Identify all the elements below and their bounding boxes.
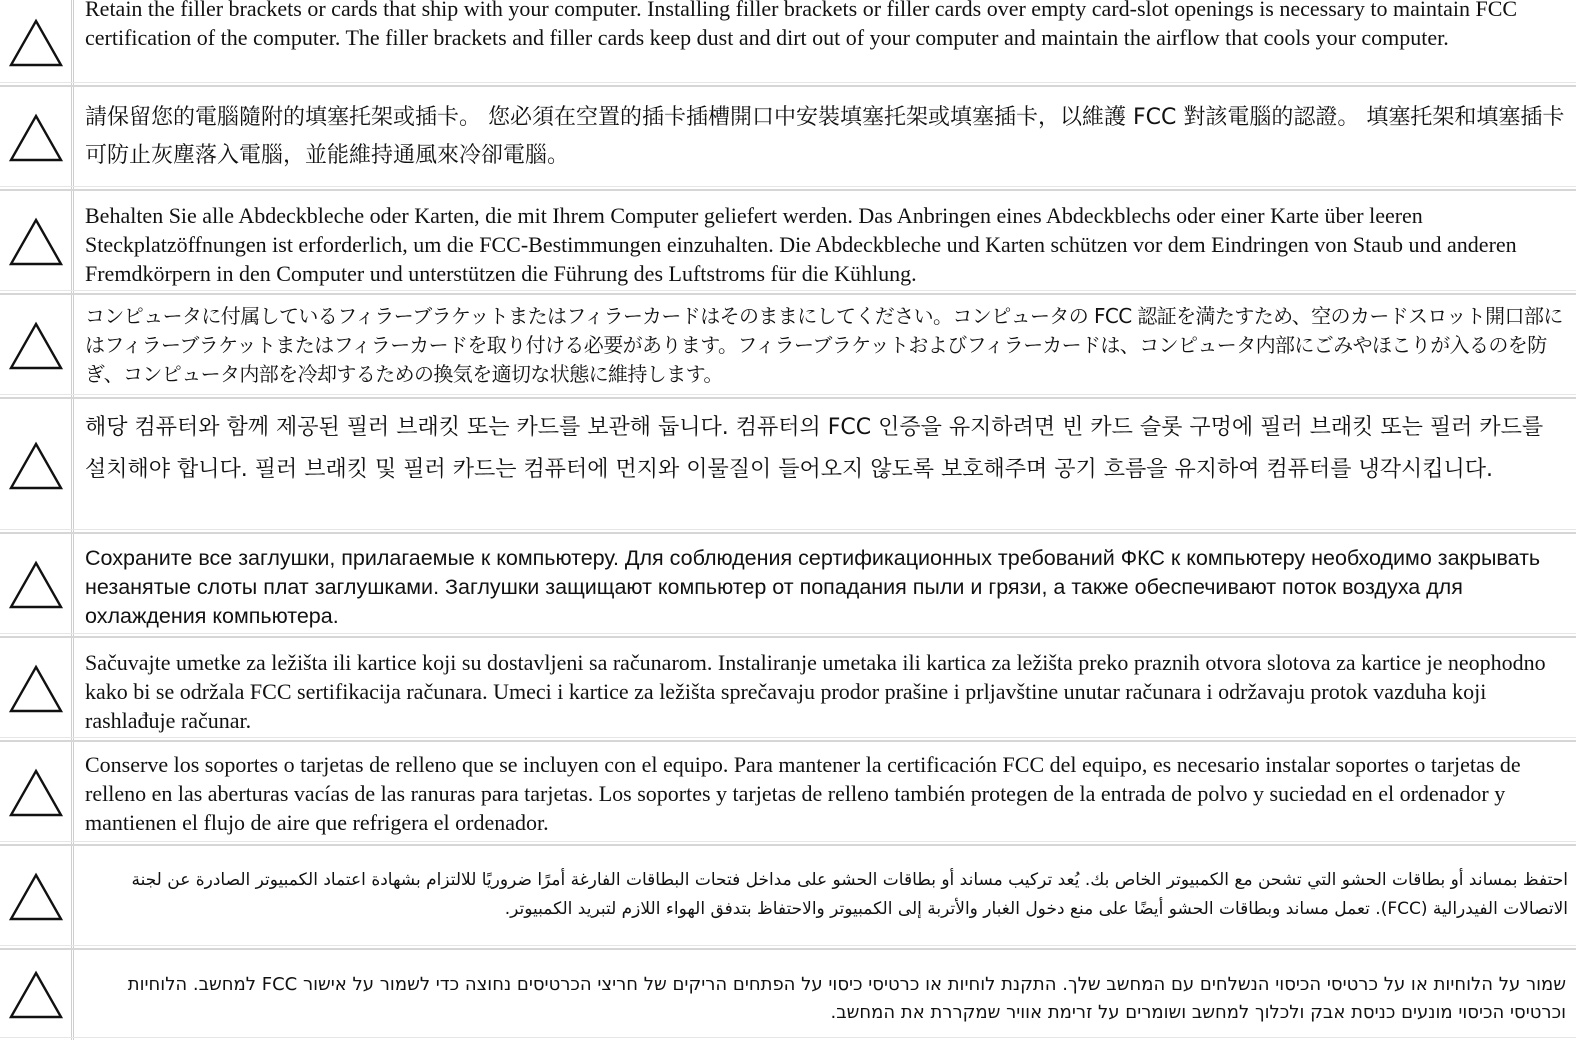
caution-text-ar: احتفظ بمساند أو بطاقات الحشو التي تشحن مع الكمبيوتر الخاص بك. يُعد تركيب مساند أو بطاقات الحشو على مداخل فتحات البطاقات الفارغة أمرًا ضروريًا للالتزام بشهادة اعتماد الكمبيوتر الصادرة عن لجنة الاتصالات الفيدرالية (FCC). تعمل مساند وبطاقات الحشو أيضًا على منع دخول الغبار والأتربة إلى الكمبيوتر والاحتفاظ بتدفق الهواء اللازم لتبريد الكمبيوتر. — [131, 870, 1568, 919]
caution-icon-cell — [0, 295, 74, 397]
caution-triangle-icon — [8, 970, 64, 1020]
caution-icon-cell — [0, 950, 74, 1040]
caution-text-en: Retain the filler brackets or cards that ship with your computer. Installing filler brackets or filler cards over empty card-slot openings is necessary to maintain FCC certification of the computer. The filler brackets and filler cards keep dust and dirt out of your computer and maintain the airflow that cools your computer. — [85, 0, 1518, 50]
caution-text-de: Behalten Sie alle Abdeckbleche oder Karten, die mit Ihrem Computer geliefert werden. Das Anbringen eines Abdeckblechs oder einer Karte über leeren Steckplatzöffnungen ist erforderlich, um die FCC-Bestimmungen einzuhalten. Die Abdeckbleche und Karten schützen vor dem Eindringen von Staub und anderen Fremdkörpern in den Computer und unterstützen die Führung des Luftstroms für die Kühlung. — [85, 203, 1517, 286]
caution-row-ru — [0, 534, 1576, 638]
caution-icon-cell — [0, 534, 74, 636]
caution-row-ja — [0, 295, 1576, 399]
caution-row-en — [0, 0, 1576, 87]
caution-triangle-icon — [8, 217, 64, 267]
caution-triangle-icon — [8, 321, 64, 371]
caution-text-ja: コンピュータに付属しているフィラーブラケットまたはフィラーカードはそのままにしてください。コンピュータの FCC 認証を満たすため、空のカードスロット開口部にはフィラーブラケットまたはフィラーカードを取り付ける必要があります。フィラーブラケットおよびフィラーカードは、コンピュータ内部にごみやほこりが入るのを防ぎ、コンピュータ内部を冷却するための換気を適切な状態に維持します。 — [85, 304, 1563, 386]
caution-icon-cell — [0, 87, 74, 189]
caution-triangle-icon — [8, 664, 64, 714]
caution-row-he — [0, 950, 1576, 1040]
caution-triangle-icon — [8, 18, 64, 68]
caution-triangle-icon — [8, 872, 64, 922]
caution-text-he: שמור על הלוחיות או על כרטיסי הכיסוי הנשלחים עם המחשב שלך. התקנת לוחיות או כרטיסי כיסוי על הפתחים הריקים של חריצי הכרטיסים נחוצה כדי לשמור על אישור FCC למחשב. הלוחיות וכרטיסי הכיסוי מונעים כניסת אבק ולכלוך למחשב ושומרים על זרימת אוויר שמקררת את המחשב. — [127, 974, 1566, 1023]
caution-text-es: Conserve los soportes o tarjetas de relleno que se incluyen con el equipo. Para mantener la certificación FCC del equipo, es necesario instalar soportes o tarjetas de relleno en las aberturas vacías de las ranuras para tarjetas. Los soportes y tarjetas de relleno también protegen de la entrada de polvo y suciedad en el ordenador y mantienen el flujo de aire que refrigera el ordenador. — [85, 752, 1521, 835]
caution-triangle-icon — [8, 560, 64, 610]
caution-triangle-icon — [8, 441, 64, 491]
caution-row-de — [0, 191, 1576, 295]
caution-row-sr — [0, 638, 1576, 742]
caution-row-ar — [0, 846, 1576, 950]
caution-text-ru: Сохраните все заглушки, прилагаемые к компьютеру. Для соблюдения сертификационных требований ФКС к компьютеру необходимо закрывать незанятые слоты плат заглушками. Заглушки защищают компьютер от попадания пыли и грязи, а также обеспечивают поток воздуха для охлаждения компьютера. — [85, 546, 1541, 628]
caution-icon-cell — [0, 742, 74, 844]
caution-triangle-icon — [8, 113, 64, 163]
caution-icon-cell — [0, 638, 74, 740]
caution-triangle-icon — [8, 768, 64, 818]
caution-row-es — [0, 742, 1576, 846]
caution-icon-cell — [0, 0, 74, 85]
caution-row-zh — [0, 87, 1576, 191]
caution-text-zh: 請保留您的電腦隨附的填塞托架或插卡。 您必須在空置的插卡插槽開口中安裝填塞托架或填塞插卡，以維護 FCC 對該電腦的認證。 填塞托架和填塞插卡可防止灰塵落入電腦，並能維持通風來冷卻電腦。 — [85, 105, 1565, 168]
caution-icon-cell — [0, 399, 74, 532]
caution-icon-cell — [0, 846, 74, 948]
caution-text-sr: Sačuvajte umetke za ležišta ili kartice koji su dostavljeni sa računarom. Instaliranje umetaka ili kartica za ležišta preko praznih otvora slotova za kartice je neophodno kako bi se održala FCC sertifikacija računara. Umeci i kartice za ležišta sprečavaju prodor prašine i prljavštine unutar računara i održavaju protok vazduha koji rashlađuje računar. — [85, 650, 1546, 733]
caution-icon-cell — [0, 191, 74, 293]
caution-text-ko: 해당 컴퓨터와 함께 제공된 필러 브래킷 또는 카드를 보관해 둡니다. 컴퓨터의 FCC 인증을 유지하려면 빈 카드 슬롯 구멍에 필러 브래킷 또는 필러 카드를 설치해야 합니다. 필러 브래킷 및 필러 카드는 컴퓨터에 먼지와 이물질이 들어오지 않도록 보호해주며 공기 흐름을 유지하여 컴퓨터를 냉각시킵니다. — [85, 415, 1544, 482]
caution-row-ko — [0, 399, 1576, 534]
